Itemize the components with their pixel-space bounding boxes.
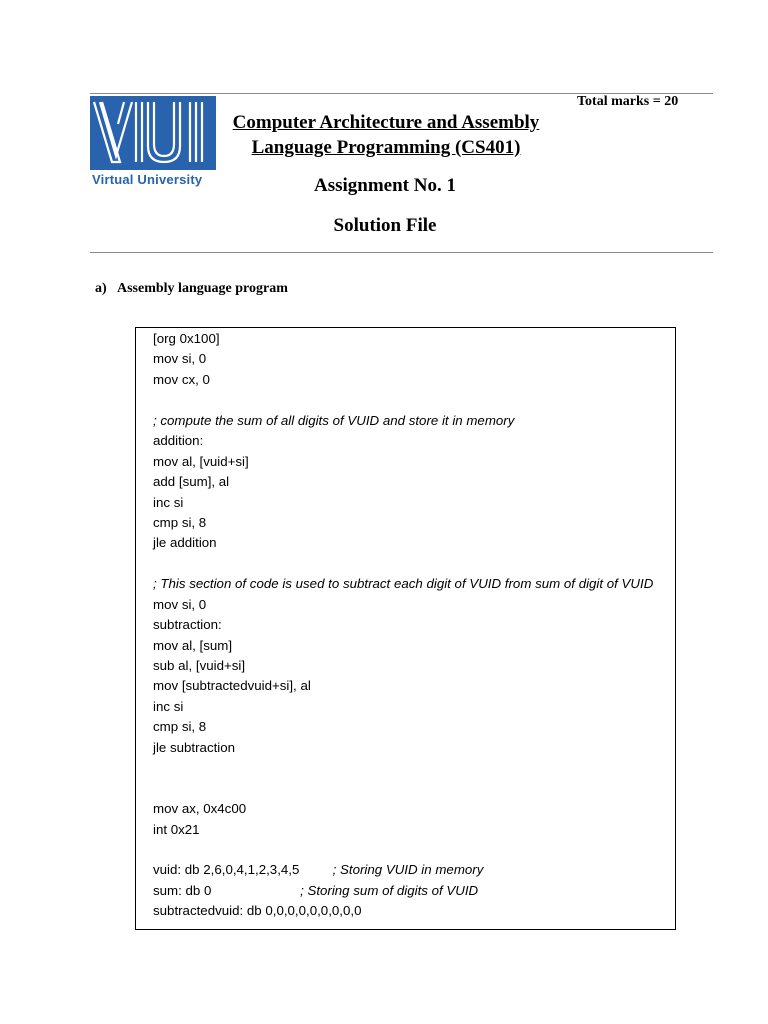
code-line: [153, 595, 675, 615]
code-line: [153, 472, 675, 492]
code-text: inc si: [153, 494, 184, 510]
code-line: [153, 656, 675, 676]
code-text: sub al, [vuid+si]: [153, 658, 246, 673]
assignment-number: Assignment No. 1: [314, 175, 456, 196]
code-text: sum: db 0: [153, 882, 301, 898]
section-marker: a): [95, 281, 107, 296]
code-text: vuid: db 2,6,0,4,1,2,3,4,5: [153, 862, 333, 878]
total-marks: Total marks = 20: [577, 94, 679, 109]
code-line: [153, 758, 675, 778]
code-text: subtraction:: [153, 617, 222, 633]
code-line: [153, 676, 675, 696]
code-line: [153, 881, 675, 901]
code-line: [153, 901, 675, 921]
virtual-university-logo: [90, 96, 216, 190]
section-heading: [95, 281, 288, 297]
code-text: mov si, 0: [153, 351, 207, 367]
code-line: [153, 738, 675, 758]
code-text: int 0x21: [153, 821, 200, 837]
code-line: [153, 452, 675, 472]
code-comment: ; Storing VUID in memory: [332, 862, 484, 878]
code-line: [153, 493, 675, 513]
solution-file-title: Solution File: [333, 215, 437, 236]
code-text: subtractedvuid: db 0,0,0,0,0,0,0,0,0: [153, 903, 362, 919]
code-line: [153, 370, 675, 390]
code-line: [153, 329, 675, 349]
code-text: mov ax, 0x4c00: [153, 801, 247, 817]
code-line: [153, 799, 675, 819]
code-line: [153, 636, 675, 656]
code-line: [153, 431, 675, 451]
code-line: [153, 533, 675, 553]
course-title-line-1: Computer Architecture and Assembly: [232, 112, 540, 133]
code-line: [153, 779, 675, 799]
code-text: inc si: [153, 698, 184, 714]
code-line: [153, 554, 675, 574]
header-bottom-divider: [90, 252, 713, 253]
code-text: addition:: [153, 433, 204, 449]
code-text: cmp si, 8: [153, 514, 207, 530]
code-text: jle subtraction: [153, 739, 236, 755]
code-text: jle addition: [153, 535, 217, 551]
code-text: [org 0x100]: [153, 331, 220, 346]
code-listing: [135, 327, 676, 930]
code-comment: ; compute the sum of all digits of VUID and store it in memory: [153, 412, 515, 428]
code-text: mov [subtractedvuid+si], al: [153, 678, 311, 694]
code-line: [153, 697, 675, 717]
code-line: [153, 349, 675, 369]
vu-logo-mark: [90, 96, 216, 170]
code-text: mov al, [vuid+si]: [153, 453, 249, 469]
course-title: [200, 110, 572, 160]
code-text: add [sum], al: [153, 474, 230, 490]
code-comment: ; Storing sum of digits of VUID: [300, 882, 479, 898]
code-text: mov cx, 0: [153, 371, 210, 387]
code-text: cmp si, 8: [153, 719, 207, 735]
code-text: mov al, [sum]: [153, 637, 233, 653]
code-text: mov si, 0: [153, 596, 207, 612]
code-line: [153, 411, 675, 431]
code-line: [153, 717, 675, 737]
code-line: [153, 820, 675, 840]
code-line: [153, 840, 675, 860]
code-line: [153, 615, 675, 635]
code-line: [153, 390, 675, 410]
code-line: [153, 513, 675, 533]
section-heading-text: Assembly language program: [117, 281, 288, 296]
code-line: [153, 574, 675, 594]
logo-caption: Virtual University: [92, 172, 203, 187]
code-comment: ; This section of code is used to subtract each digit of VUID from sum of digit of VUID: [153, 576, 654, 592]
code-line: [153, 860, 675, 880]
course-title-line-2: Language Programming (CS401): [251, 137, 521, 158]
